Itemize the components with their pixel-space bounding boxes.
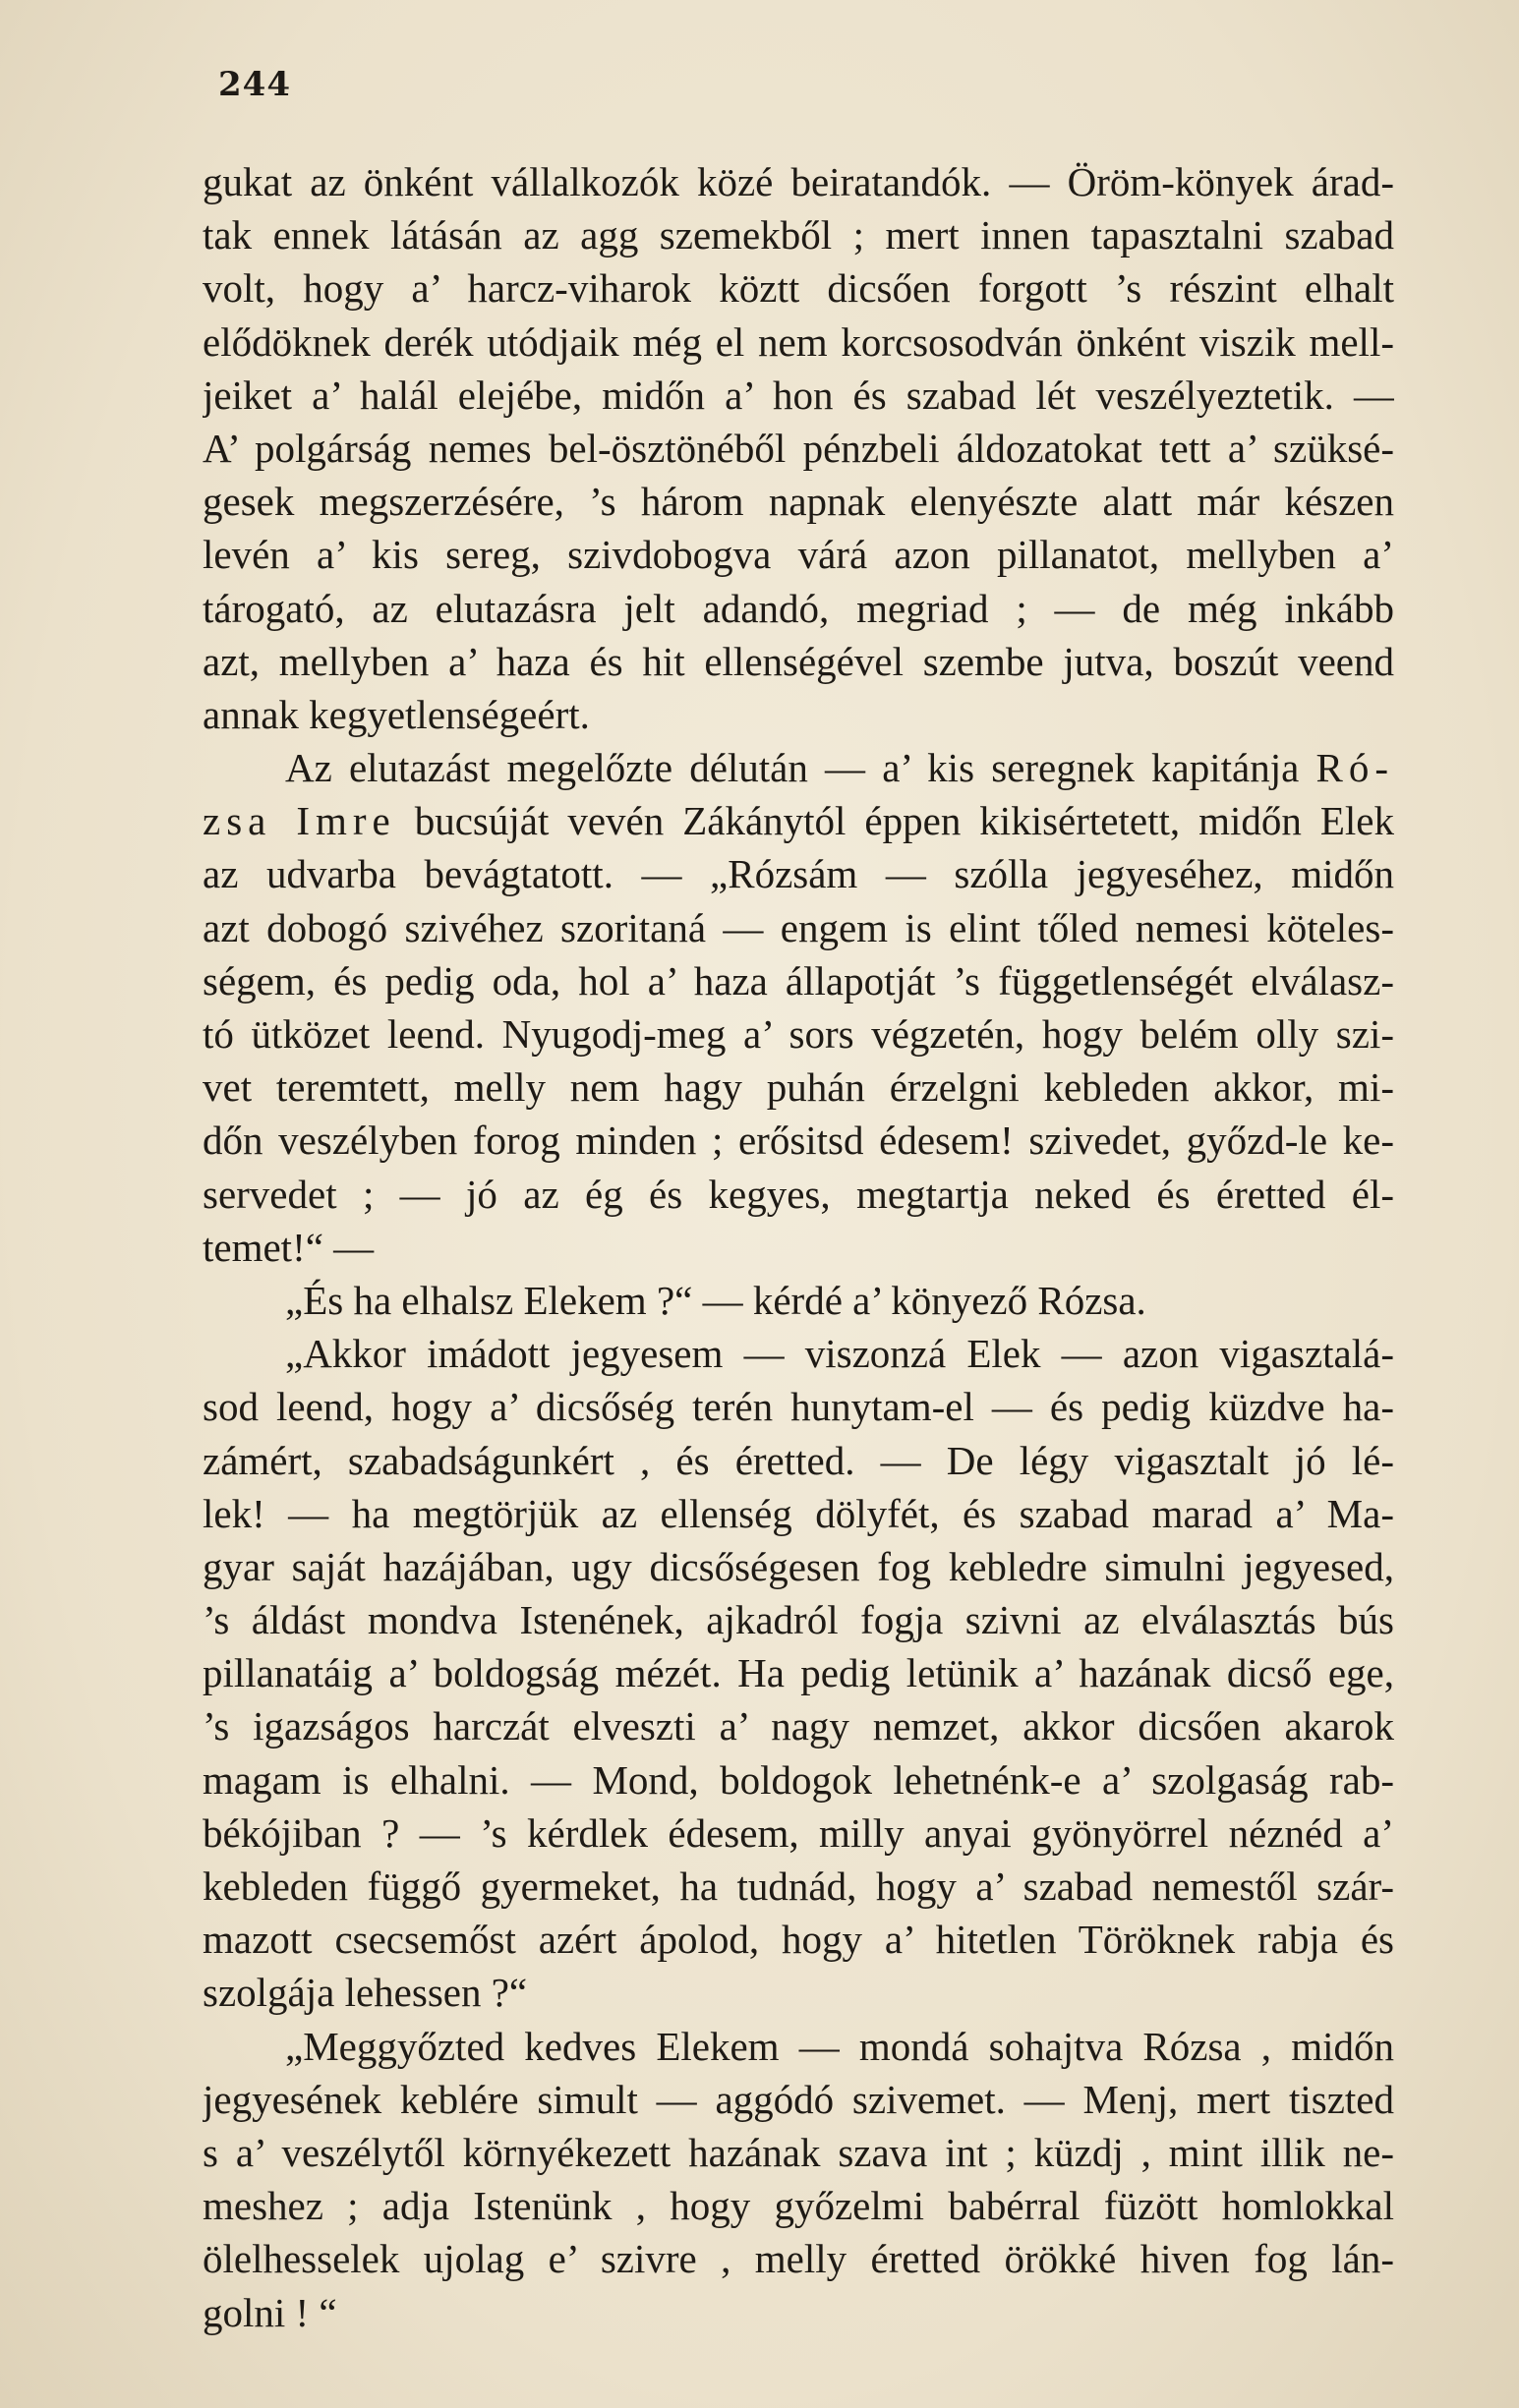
- text-line: tak ennek látásán az agg szemekből ; mert innen tapasztalni szabad: [203, 212, 1394, 258]
- text-line: mazott csecsemőst azért ápolod, hogy a’ hitetlen Töröknek rabja és: [203, 1917, 1394, 1963]
- text-line: azt, mellyben a’ haza és hit ellenségével szembe jutva, boszút veend: [203, 638, 1394, 684]
- text-line: ölelhesselek ujolag e’ szivre , melly éretted örökké hiven fog lán-: [203, 2236, 1394, 2282]
- page-number: 244: [218, 65, 291, 104]
- text-line: dőn veszélyben forog minden ; erősitsd édesem! szivedet, győzd-le ke-: [203, 1118, 1394, 1164]
- text-line: ’s áldást mondva Istenének, ajkadról fogja szivni az elválasztás bús: [203, 1597, 1394, 1643]
- text-line: pillanatáig a’ boldogság mézét. Ha pedig letünik a’ hazának dicső ege,: [203, 1650, 1394, 1696]
- text-line: levén a’ kis sereg, szivdobogva várá azon pillanatot, mellyben a’: [203, 532, 1394, 578]
- text-line: azt dobogó szivéhez szoritaná — engem is elint tőled nemesi köteles-: [203, 904, 1394, 950]
- text-line: temet!“ —: [203, 1224, 375, 1270]
- text-line: vet teremtett, melly nem hagy puhán érzelgni kebleden akkor, mi-: [203, 1064, 1394, 1111]
- text-line: servedet ; — jó az ég és kegyes, megtartja neked és éretted él-: [203, 1171, 1394, 1217]
- text-line: A’ polgárság nemes bel-ösztönéből pénzbeli áldozatokat tett a’ szüksé-: [203, 425, 1394, 471]
- text-line: tárogató, az elutazásra jelt adandó, megriad ; — de még inkább: [203, 585, 1394, 631]
- text-line: ’s igazságos harczát elveszti a’ nagy nemzet, akkor dicsően akarok: [203, 1703, 1394, 1749]
- text-line: meshez ; adja Istenünk , hogy győzelmi babérral füzött homlokkal: [203, 2183, 1394, 2229]
- text-line: békójiban ? — ’s kérdlek édesem, milly anyai gyönyörrel néznéd a’: [203, 1809, 1394, 1856]
- text-line: golni ! “: [203, 2289, 337, 2335]
- text-line: „És ha elhalsz Elekem ?“ — kérdé a’ könyező Rózsa.: [285, 1277, 1146, 1323]
- text-line: Az elutazást megelőzte délután — a’ kis seregnek kapitánja Ró-: [285, 745, 1394, 791]
- text-line: szolgája lehessen ?“: [203, 1970, 528, 2016]
- text-line: gukat az önként vállalkozók közé beiratandók. — Öröm-könyek árad-: [203, 159, 1394, 204]
- text-line: volt, hogy a’ harcz-viharok köztt dicsően forgott ’s részint elhalt: [203, 265, 1394, 312]
- text-line: tó ütközet leend. Nyugodj-meg a’ sors végzetén, hogy belém olly szi-: [203, 1011, 1394, 1057]
- text-line: ségem, és pedig oda, hol a’ haza állapotját ’s függetlenségét elválasz-: [203, 957, 1394, 1003]
- text-line: „Meggyőzted kedves Elekem — mondá sohajtva Rózsa , midőn: [285, 2023, 1394, 2069]
- letterspaced-name: zsa Imre: [203, 798, 396, 844]
- text-line: zsa Imre bucsúját vevén Zákánytól éppen kikisértetett, midőn Elek: [203, 798, 1394, 844]
- text-line: magam is elhalni. — Mond, boldogok lehetnénk-e a’ szolgaság rab-: [203, 1756, 1394, 1803]
- text-line: jegyesének keblére simult — aggódó szivemet. — Menj, mert tiszted: [203, 2076, 1394, 2122]
- text-line: kebleden függő gyermeket, ha tudnád, hogy a’ szabad nemestől szár-: [203, 1863, 1394, 1909]
- body-text: [203, 155, 1394, 2339]
- text-line: zámért, szabadságunkért , és éretted. — De légy vigasztalt jó lé-: [203, 1437, 1394, 1483]
- text-line: sod leend, hogy a’ dicsőség terén hunytam-el — és pedig küzdve ha-: [203, 1384, 1394, 1430]
- text-line: gyar saját hazájában, ugy dicsőségesen fog kebledre simulni jegyesed,: [203, 1543, 1394, 1589]
- text-line: jeiket a’ halál elejébe, midőn a’ hon és szabad lét veszélyeztetik. —: [203, 372, 1394, 418]
- text-line: az udvarba bevágtatott. — „Rózsám — szólla jegyeséhez, midőn: [203, 851, 1394, 897]
- text-line: s a’ veszélytől környékezett hazának szava int ; küzdj , mint illik ne-: [203, 2129, 1394, 2175]
- text-line: gesek megszerzésére, ’s három napnak elenyészte alatt már készen: [203, 479, 1394, 525]
- text-line: elődöknek derék utódjaik még el nem korcsosodván önként viszik mell-: [203, 318, 1394, 365]
- letterspaced-name: Ró-: [1315, 745, 1394, 791]
- text-line: annak kegyetlenségeért.: [203, 691, 590, 737]
- text-line: lek! — ha megtörjük az ellenség dölyfét, és szabad marad a’ Ma-: [203, 1490, 1394, 1536]
- text-line: „Akkor imádott jegyesem — viszonzá Elek — azon vigasztalá-: [285, 1331, 1394, 1377]
